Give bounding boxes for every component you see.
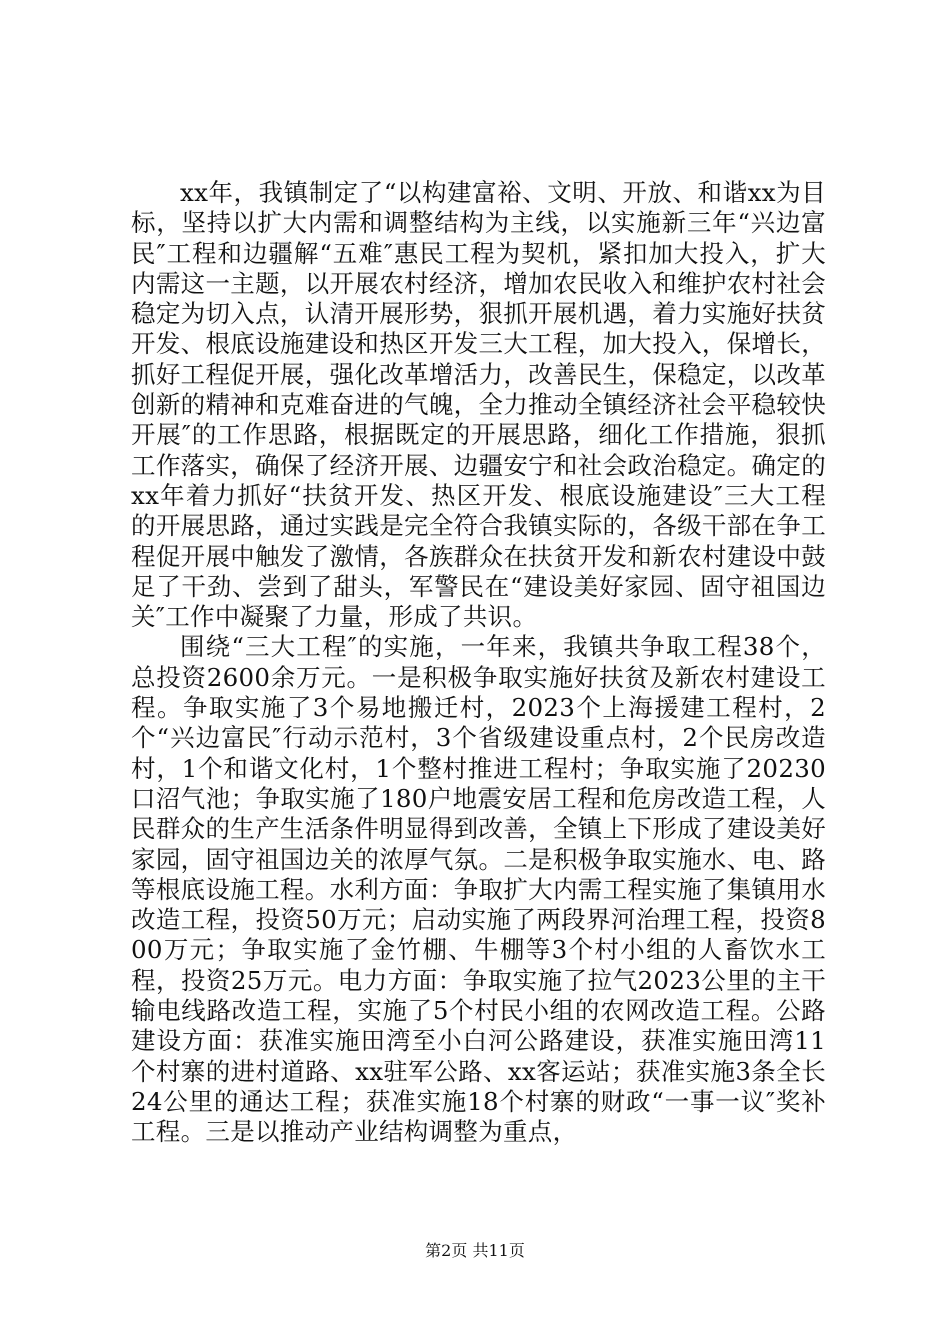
paragraph-2: 围绕“三大工程″的实施，一年来，我镇共争取工程38个，总投资2600余万元。一是积极争取实施好扶贫及新农村建设工程。争取实施了3个易地搬迁村，2023个上海援建工程村，2个“兴边富民″行动示范村，3个省级建设重点村，2个民房改造村，1个和谐文化村，1个整村推进工程村；争取实施了20230口沼气池；争取实施了180户地震安居工程和危房改造工程，人民群众的生产生活条件明显得到改善，全镇上下形成了建设美好家园，固守祖国边关的浓厚气氛。二是积极争取实施水、电、路等根底设施工程。水利方面：争取扩大内需工程实施了集镇用水改造工程，投资50万元；启动实施了两段界河治理工程，投资800万元；争取实施了金竹棚、牛棚等3个村小组的人畜饮水工程，投资25万元。电力方面：争取实施了拉气2023公里的主干输电线路改造工程，实施了5个村民小组的农网改造工程。公路建设方面：获准实施田湾至小白河公路建设，获准实施田湾11个村寨的进村道路、xx驻军公路、xx客运站；获准实施3条全长24公里的通达工程；获准实施18个村寨的财政“一事一议″奖补工程。三是以推动产业结构调整为重点， bbox=[131, 632, 826, 1147]
page-number-total: 共11页 bbox=[472, 1241, 525, 1260]
page-footer bbox=[0, 1241, 950, 1261]
body-text bbox=[131, 178, 826, 1148]
paragraph-1: xx年，我镇制定了“以构建富裕、文明、开放、和谐xx为目标，坚持以扩大内需和调整结构为主线，以实施新三年“兴边富民″工程和边疆解“五难″惠民工程为契机，紧扣加大投入，扩大内需这一主题，以开展农村经济，增加农民收入和维护农村社会稳定为切入点，认清开展形势，狠抓开展机遇，着力实施好扶贫开发、根底设施建设和热区开发三大工程，加大投入，保增长，抓好工程促开展，强化改革增活力，改善民生，保稳定，以改革创新的精神和克难奋进的气魄，全力推动全镇经济社会平稳较快开展″的工作思路，根据既定的开展思路，细化工作措施，狠抓工作落实，确保了经济开展、边疆安宁和社会政治稳定。确定的xx年着力抓好“扶贫开发、热区开发、根底设施建设″三大工程的开展思路，通过实践是完全符合我镇实际的，各级干部在争工程促开展中触发了激情，各族群众在扶贫开发和新农村建设中鼓足了干劲、尝到了甜头，军警民在“建设美好家园、固守祖国边关″工作中凝聚了力量，形成了共识。 bbox=[131, 178, 826, 632]
page-number-current: 第2页 bbox=[425, 1241, 468, 1260]
